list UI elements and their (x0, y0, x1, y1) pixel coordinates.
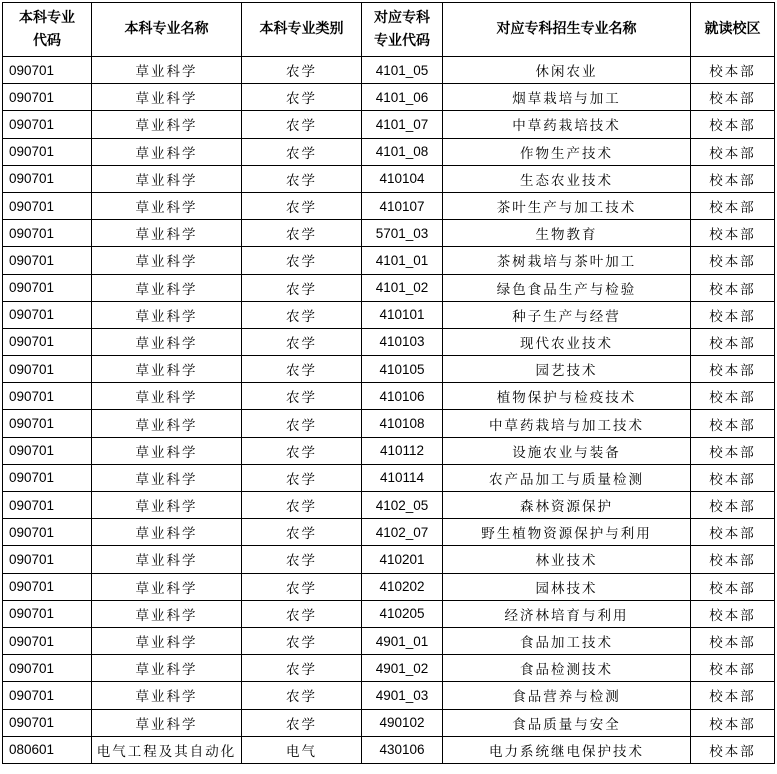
cell-major-name: 草业科学 (92, 464, 242, 491)
cell-category: 农学 (242, 600, 362, 627)
cell-junior-name: 林业技术 (443, 546, 691, 573)
cell-code: 090701 (3, 600, 92, 627)
cell-category: 农学 (242, 247, 362, 274)
cell-category: 农学 (242, 138, 362, 165)
cell-campus: 校本部 (691, 492, 775, 519)
table-row (3, 301, 775, 328)
cell-code: 090701 (3, 328, 92, 355)
cell-junior-name: 种子生产与经营 (443, 301, 691, 328)
cell-junior-name: 食品检测技术 (443, 655, 691, 682)
cell-major-name: 草业科学 (92, 709, 242, 736)
cell-code: 090701 (3, 410, 92, 437)
header-row (3, 3, 775, 57)
cell-junior-name: 中草药栽培与加工技术 (443, 410, 691, 437)
table-row (3, 138, 775, 165)
table-row (3, 627, 775, 654)
cell-code: 090701 (3, 383, 92, 410)
cell-junior-name: 农产品加工与质量检测 (443, 464, 691, 491)
table-row (3, 655, 775, 682)
cell-major-name: 草业科学 (92, 492, 242, 519)
table-row (3, 600, 775, 627)
cell-junior-name: 中草药栽培技术 (443, 111, 691, 138)
cell-major-name: 草业科学 (92, 383, 242, 410)
cell-junior-code: 410201 (362, 546, 443, 573)
cell-campus: 校本部 (691, 111, 775, 138)
cell-major-name: 草业科学 (92, 165, 242, 192)
cell-campus: 校本部 (691, 247, 775, 274)
cell-code: 090701 (3, 138, 92, 165)
cell-junior-code: 4102_05 (362, 492, 443, 519)
cell-junior-code: 4101_05 (362, 57, 443, 84)
cell-code: 090701 (3, 274, 92, 301)
cell-junior-name: 绿色食品生产与检验 (443, 274, 691, 301)
cell-code: 090701 (3, 247, 92, 274)
cell-campus: 校本部 (691, 600, 775, 627)
cell-campus: 校本部 (691, 138, 775, 165)
cell-category: 农学 (242, 492, 362, 519)
cell-major-name: 草业科学 (92, 328, 242, 355)
cell-code: 090701 (3, 84, 92, 111)
cell-junior-code: 4101_01 (362, 247, 443, 274)
cell-campus: 校本部 (691, 220, 775, 247)
cell-major-name: 草业科学 (92, 84, 242, 111)
cell-category: 农学 (242, 192, 362, 219)
table-row (3, 546, 775, 573)
cell-code: 090701 (3, 573, 92, 600)
cell-campus: 校本部 (691, 84, 775, 111)
cell-category: 农学 (242, 519, 362, 546)
cell-category: 农学 (242, 328, 362, 355)
cell-category: 农学 (242, 410, 362, 437)
cell-code: 090701 (3, 709, 92, 736)
cell-campus: 校本部 (691, 519, 775, 546)
cell-junior-code: 4101_07 (362, 111, 443, 138)
table-row (3, 410, 775, 437)
cell-junior-name: 生态农业技术 (443, 165, 691, 192)
cell-code: 090701 (3, 519, 92, 546)
cell-major-name: 电气工程及其自动化 (92, 736, 242, 763)
cell-junior-code: 4901_01 (362, 627, 443, 654)
table-row (3, 328, 775, 355)
cell-junior-code: 4901_03 (362, 682, 443, 709)
table-row (3, 356, 775, 383)
cell-junior-code: 410105 (362, 356, 443, 383)
cell-category: 农学 (242, 655, 362, 682)
cell-category: 农学 (242, 220, 362, 247)
cell-category: 农学 (242, 57, 362, 84)
header-campus: 就读校区 (691, 3, 775, 57)
header-junior-name: 对应专科招生专业名称 (443, 3, 691, 57)
cell-major-name: 草业科学 (92, 57, 242, 84)
cell-junior-code: 430106 (362, 736, 443, 763)
cell-campus: 校本部 (691, 736, 775, 763)
cell-code: 080601 (3, 736, 92, 763)
table-row (3, 682, 775, 709)
table-row (3, 736, 775, 763)
table-row (3, 57, 775, 84)
cell-code: 090701 (3, 627, 92, 654)
cell-junior-code: 410103 (362, 328, 443, 355)
cell-major-name: 草业科学 (92, 274, 242, 301)
major-mapping-table (2, 2, 775, 764)
cell-major-name: 草业科学 (92, 600, 242, 627)
cell-campus: 校本部 (691, 301, 775, 328)
cell-junior-code: 5701_03 (362, 220, 443, 247)
cell-junior-name: 食品质量与安全 (443, 709, 691, 736)
cell-junior-code: 410104 (362, 165, 443, 192)
cell-junior-name: 经济林培育与利用 (443, 600, 691, 627)
cell-code: 090701 (3, 301, 92, 328)
cell-junior-name: 食品营养与检测 (443, 682, 691, 709)
table-row (3, 383, 775, 410)
cell-code: 090701 (3, 437, 92, 464)
cell-junior-name: 现代农业技术 (443, 328, 691, 355)
cell-code: 090701 (3, 546, 92, 573)
table-row (3, 247, 775, 274)
cell-junior-code: 410101 (362, 301, 443, 328)
cell-major-name: 草业科学 (92, 519, 242, 546)
table-row (3, 573, 775, 600)
cell-code: 090701 (3, 165, 92, 192)
table-row (3, 111, 775, 138)
cell-campus: 校本部 (691, 356, 775, 383)
cell-category: 农学 (242, 84, 362, 111)
header-category: 本科专业类别 (242, 3, 362, 57)
cell-junior-name: 设施农业与装备 (443, 437, 691, 464)
cell-junior-name: 烟草栽培与加工 (443, 84, 691, 111)
cell-code: 090701 (3, 464, 92, 491)
cell-category: 农学 (242, 383, 362, 410)
cell-category: 农学 (242, 274, 362, 301)
cell-campus: 校本部 (691, 682, 775, 709)
table-row (3, 709, 775, 736)
table-row (3, 220, 775, 247)
cell-junior-name: 园艺技术 (443, 356, 691, 383)
table-body (3, 57, 775, 764)
cell-junior-name: 森林资源保护 (443, 492, 691, 519)
cell-campus: 校本部 (691, 274, 775, 301)
header-junior-code: 对应专科专业代码 (362, 3, 443, 57)
cell-junior-code: 490102 (362, 709, 443, 736)
cell-junior-code: 410202 (362, 573, 443, 600)
cell-campus: 校本部 (691, 655, 775, 682)
table-row (3, 84, 775, 111)
cell-campus: 校本部 (691, 573, 775, 600)
table-row (3, 492, 775, 519)
cell-category: 农学 (242, 573, 362, 600)
cell-major-name: 草业科学 (92, 220, 242, 247)
cell-major-name: 草业科学 (92, 192, 242, 219)
cell-junior-code: 4102_07 (362, 519, 443, 546)
cell-campus: 校本部 (691, 464, 775, 491)
cell-major-name: 草业科学 (92, 301, 242, 328)
cell-category: 农学 (242, 437, 362, 464)
cell-major-name: 草业科学 (92, 655, 242, 682)
cell-junior-code: 410114 (362, 464, 443, 491)
cell-code: 090701 (3, 682, 92, 709)
cell-code: 090701 (3, 111, 92, 138)
cell-junior-code: 4901_02 (362, 655, 443, 682)
cell-junior-code: 4101_08 (362, 138, 443, 165)
cell-junior-code: 4101_06 (362, 84, 443, 111)
cell-major-name: 草业科学 (92, 437, 242, 464)
cell-campus: 校本部 (691, 410, 775, 437)
cell-campus: 校本部 (691, 165, 775, 192)
cell-campus: 校本部 (691, 709, 775, 736)
cell-category: 农学 (242, 111, 362, 138)
cell-campus: 校本部 (691, 192, 775, 219)
cell-campus: 校本部 (691, 546, 775, 573)
cell-campus: 校本部 (691, 57, 775, 84)
cell-junior-name: 休闲农业 (443, 57, 691, 84)
table-row (3, 464, 775, 491)
cell-major-name: 草业科学 (92, 356, 242, 383)
header-code: 本科专业代码 (3, 3, 92, 57)
cell-major-name: 草业科学 (92, 682, 242, 709)
cell-category: 农学 (242, 301, 362, 328)
cell-campus: 校本部 (691, 627, 775, 654)
cell-code: 090701 (3, 192, 92, 219)
cell-junior-code: 4101_02 (362, 274, 443, 301)
cell-category: 农学 (242, 165, 362, 192)
cell-major-name: 草业科学 (92, 573, 242, 600)
table-row (3, 165, 775, 192)
cell-major-name: 草业科学 (92, 247, 242, 274)
cell-junior-name: 园林技术 (443, 573, 691, 600)
cell-major-name: 草业科学 (92, 546, 242, 573)
table-row (3, 437, 775, 464)
cell-category: 农学 (242, 464, 362, 491)
cell-campus: 校本部 (691, 437, 775, 464)
table-row (3, 192, 775, 219)
cell-code: 090701 (3, 356, 92, 383)
cell-major-name: 草业科学 (92, 111, 242, 138)
cell-junior-name: 电力系统继电保护技术 (443, 736, 691, 763)
cell-major-name: 草业科学 (92, 138, 242, 165)
cell-campus: 校本部 (691, 383, 775, 410)
cell-code: 090701 (3, 220, 92, 247)
cell-junior-name: 茶树栽培与茶叶加工 (443, 247, 691, 274)
cell-junior-code: 410106 (362, 383, 443, 410)
cell-major-name: 草业科学 (92, 410, 242, 437)
cell-junior-name: 植物保护与检疫技术 (443, 383, 691, 410)
cell-junior-code: 410112 (362, 437, 443, 464)
cell-junior-name: 生物教育 (443, 220, 691, 247)
cell-code: 090701 (3, 655, 92, 682)
cell-junior-name: 作物生产技术 (443, 138, 691, 165)
cell-category: 农学 (242, 709, 362, 736)
table-row (3, 274, 775, 301)
cell-category: 农学 (242, 627, 362, 654)
cell-junior-code: 410107 (362, 192, 443, 219)
cell-major-name: 草业科学 (92, 627, 242, 654)
cell-category: 农学 (242, 546, 362, 573)
cell-code: 090701 (3, 57, 92, 84)
table-row (3, 519, 775, 546)
cell-category: 农学 (242, 356, 362, 383)
cell-campus: 校本部 (691, 328, 775, 355)
header-name: 本科专业名称 (92, 3, 242, 57)
cell-junior-code: 410108 (362, 410, 443, 437)
cell-junior-code: 410205 (362, 600, 443, 627)
cell-junior-name: 食品加工技术 (443, 627, 691, 654)
cell-junior-name: 野生植物资源保护与利用 (443, 519, 691, 546)
cell-code: 090701 (3, 492, 92, 519)
cell-category: 农学 (242, 682, 362, 709)
cell-junior-name: 茶叶生产与加工技术 (443, 192, 691, 219)
cell-category: 电气 (242, 736, 362, 763)
